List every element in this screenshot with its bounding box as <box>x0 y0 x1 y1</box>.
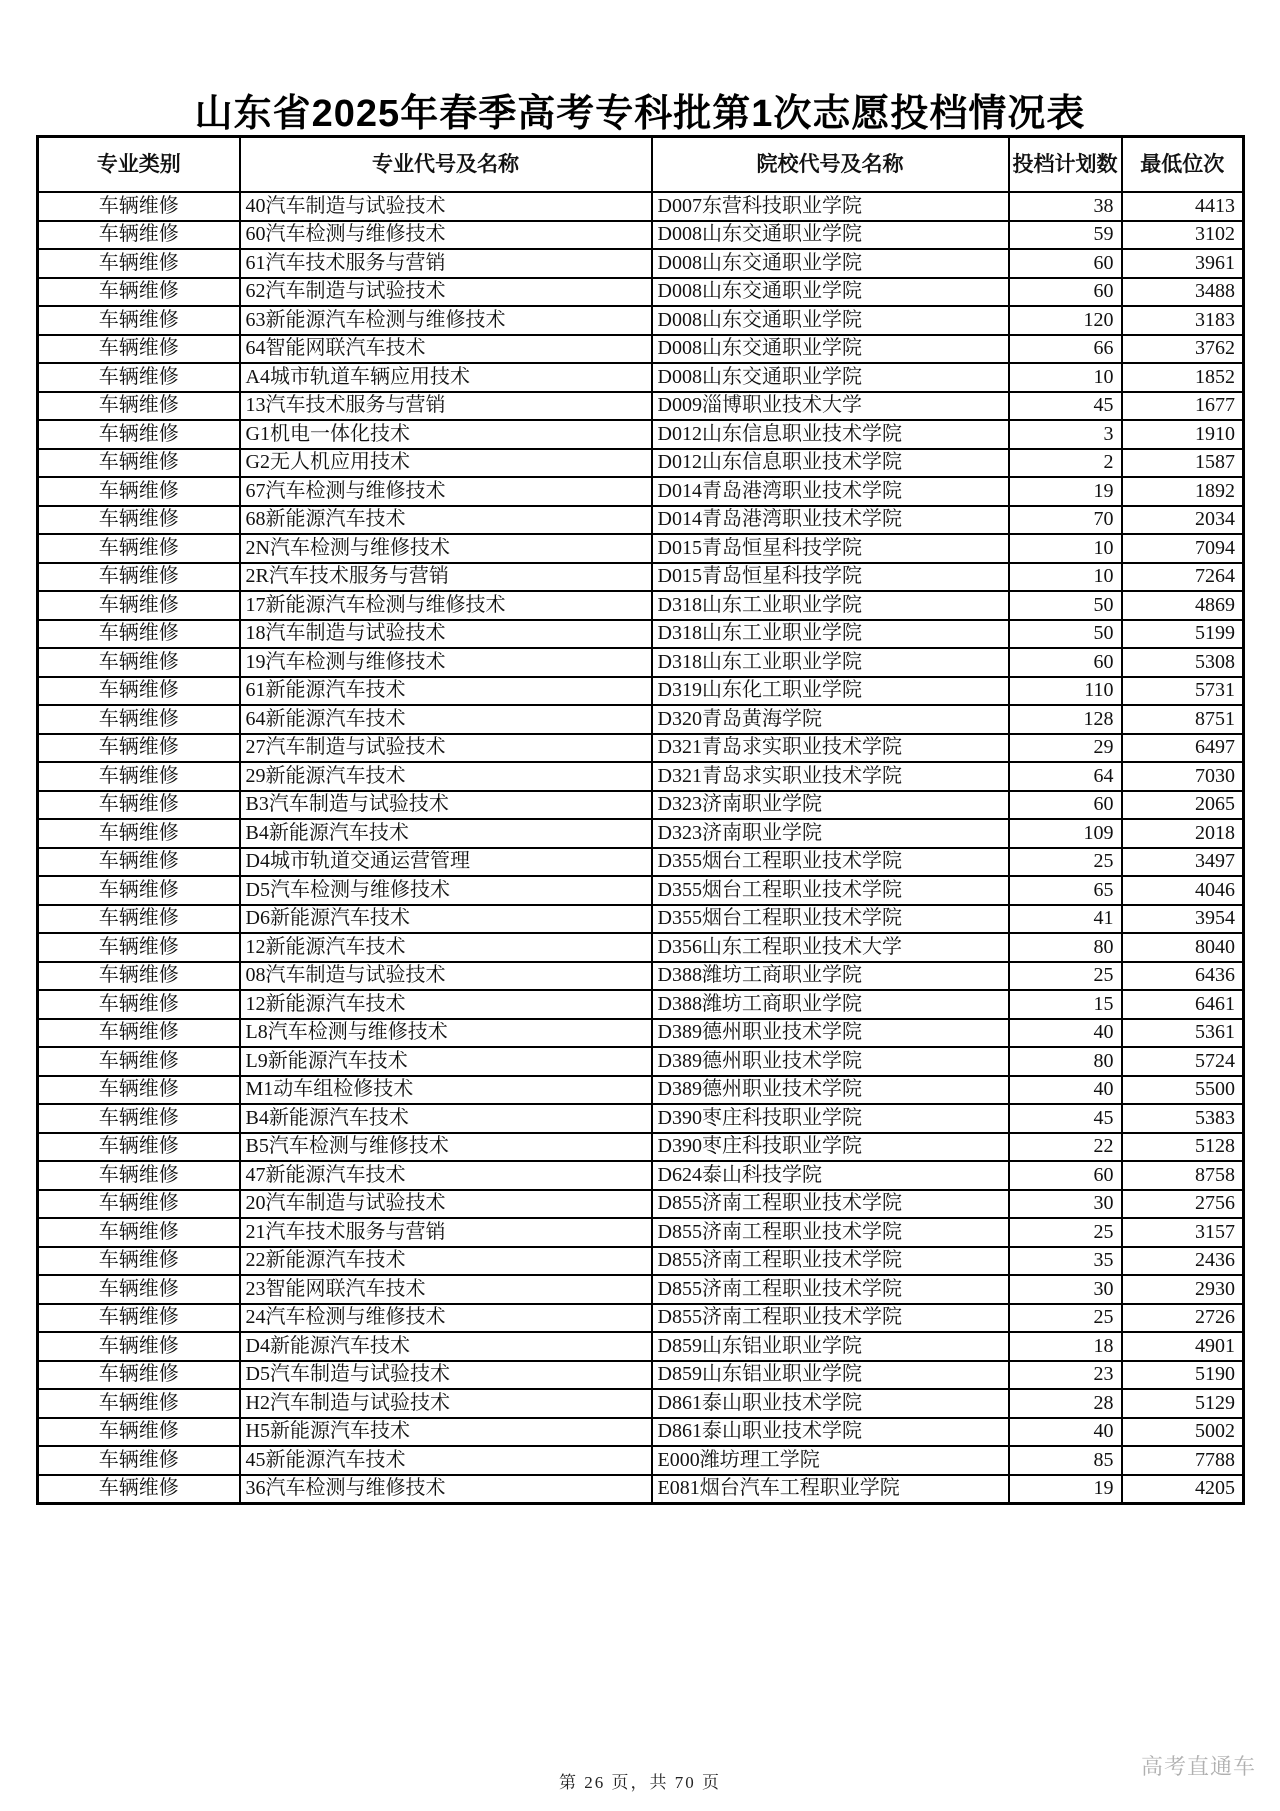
category-cell: 车辆维修 <box>38 1446 240 1475</box>
college-cell: D859山东铝业职业学院 <box>652 1361 1009 1390</box>
college-cell: D008山东交通职业学院 <box>652 278 1009 307</box>
plan-cell: 25 <box>1009 848 1122 877</box>
college-cell: D318山东工业职业学院 <box>652 648 1009 677</box>
plan-cell: 19 <box>1009 477 1122 506</box>
major-cell: D4城市轨道交通运营管理 <box>240 848 652 877</box>
major-cell: L9新能源汽车技术 <box>240 1047 652 1076</box>
rank-cell: 8751 <box>1122 705 1244 734</box>
rank-cell: 1910 <box>1122 420 1244 449</box>
major-cell: 47新能源汽车技术 <box>240 1161 652 1190</box>
table-row <box>38 1332 1244 1361</box>
college-cell: D012山东信息职业技术学院 <box>652 420 1009 449</box>
rank-cell: 2065 <box>1122 791 1244 820</box>
rank-cell: 4413 <box>1122 192 1244 221</box>
college-cell: D859山东铝业职业学院 <box>652 1332 1009 1361</box>
college-cell: D855济南工程职业技术学院 <box>652 1190 1009 1219</box>
college-cell: D855济南工程职业技术学院 <box>652 1247 1009 1276</box>
plan-cell: 30 <box>1009 1190 1122 1219</box>
college-cell: E000潍坊理工学院 <box>652 1446 1009 1475</box>
category-cell: 车辆维修 <box>38 1047 240 1076</box>
college-cell: D389德州职业技术学院 <box>652 1076 1009 1105</box>
table-row <box>38 648 1244 677</box>
plan-cell: 29 <box>1009 734 1122 763</box>
table-row <box>38 1418 1244 1447</box>
rank-cell: 5129 <box>1122 1389 1244 1418</box>
category-cell: 车辆维修 <box>38 905 240 934</box>
major-cell: 64新能源汽车技术 <box>240 705 652 734</box>
plan-cell: 85 <box>1009 1446 1122 1475</box>
category-cell: 车辆维修 <box>38 534 240 563</box>
major-cell: 19汽车检测与维修技术 <box>240 648 652 677</box>
table-row <box>38 192 1244 221</box>
major-cell: 22新能源汽车技术 <box>240 1247 652 1276</box>
table-row <box>38 1446 1244 1475</box>
major-cell: B4新能源汽车技术 <box>240 819 652 848</box>
rank-cell: 3961 <box>1122 249 1244 278</box>
rank-cell: 2034 <box>1122 506 1244 535</box>
plan-cell: 60 <box>1009 1161 1122 1190</box>
major-cell: 45新能源汽车技术 <box>240 1446 652 1475</box>
rank-cell: 3762 <box>1122 335 1244 364</box>
category-cell: 车辆维修 <box>38 933 240 962</box>
major-cell: 18汽车制造与试验技术 <box>240 620 652 649</box>
major-cell: 68新能源汽车技术 <box>240 506 652 535</box>
college-cell: D014青岛港湾职业技术学院 <box>652 477 1009 506</box>
rank-cell: 3157 <box>1122 1218 1244 1247</box>
table-row <box>38 620 1244 649</box>
table-row <box>38 905 1244 934</box>
rank-cell: 3102 <box>1122 221 1244 250</box>
rank-cell: 5199 <box>1122 620 1244 649</box>
table-row <box>38 1218 1244 1247</box>
plan-cell: 45 <box>1009 1104 1122 1133</box>
major-cell: L8汽车检测与维修技术 <box>240 1019 652 1048</box>
category-cell: 车辆维修 <box>38 1389 240 1418</box>
table-row <box>38 392 1244 421</box>
header-rank: 最低位次 <box>1122 137 1244 193</box>
college-cell: D008山东交通职业学院 <box>652 335 1009 364</box>
rank-cell: 5500 <box>1122 1076 1244 1105</box>
major-cell: M1动车组检修技术 <box>240 1076 652 1105</box>
rank-cell: 2726 <box>1122 1304 1244 1333</box>
plan-cell: 64 <box>1009 762 1122 791</box>
table-row <box>38 791 1244 820</box>
table-row <box>38 734 1244 763</box>
category-cell: 车辆维修 <box>38 762 240 791</box>
rank-cell: 5361 <box>1122 1019 1244 1048</box>
major-cell: B3汽车制造与试验技术 <box>240 791 652 820</box>
plan-cell: 38 <box>1009 192 1122 221</box>
table-row <box>38 1361 1244 1390</box>
plan-cell: 65 <box>1009 876 1122 905</box>
category-cell: 车辆维修 <box>38 1104 240 1133</box>
rank-cell: 1892 <box>1122 477 1244 506</box>
rank-cell: 2930 <box>1122 1275 1244 1304</box>
category-cell: 车辆维修 <box>38 477 240 506</box>
major-cell: 29新能源汽车技术 <box>240 762 652 791</box>
plan-cell: 41 <box>1009 905 1122 934</box>
plan-cell: 10 <box>1009 534 1122 563</box>
major-cell: 27汽车制造与试验技术 <box>240 734 652 763</box>
college-cell: D007东营科技职业学院 <box>652 192 1009 221</box>
table-body <box>38 192 1244 1504</box>
major-cell: 13汽车技术服务与营销 <box>240 392 652 421</box>
table-header <box>38 137 1244 193</box>
rank-cell: 4205 <box>1122 1475 1244 1504</box>
plan-cell: 60 <box>1009 278 1122 307</box>
category-cell: 车辆维修 <box>38 1247 240 1276</box>
major-cell: H2汽车制造与试验技术 <box>240 1389 652 1418</box>
plan-cell: 59 <box>1009 221 1122 250</box>
table-row <box>38 1076 1244 1105</box>
header-category: 专业类别 <box>38 137 240 193</box>
category-cell: 车辆维修 <box>38 563 240 592</box>
category-cell: 车辆维修 <box>38 221 240 250</box>
major-cell: 36汽车检测与维修技术 <box>240 1475 652 1504</box>
table-row <box>38 278 1244 307</box>
rank-cell: 5190 <box>1122 1361 1244 1390</box>
plan-cell: 30 <box>1009 1275 1122 1304</box>
plan-cell: 60 <box>1009 648 1122 677</box>
college-cell: D318山东工业职业学院 <box>652 591 1009 620</box>
rank-cell: 1852 <box>1122 363 1244 392</box>
major-cell: 17新能源汽车检测与维修技术 <box>240 591 652 620</box>
major-cell: 62汽车制造与试验技术 <box>240 278 652 307</box>
plan-cell: 128 <box>1009 705 1122 734</box>
college-cell: D855济南工程职业技术学院 <box>652 1218 1009 1247</box>
category-cell: 车辆维修 <box>38 819 240 848</box>
college-cell: D389德州职业技术学院 <box>652 1047 1009 1076</box>
table-row <box>38 1019 1244 1048</box>
table-row <box>38 1247 1244 1276</box>
major-cell: 60汽车检测与维修技术 <box>240 221 652 250</box>
plan-cell: 18 <box>1009 1332 1122 1361</box>
plan-cell: 10 <box>1009 563 1122 592</box>
table-row <box>38 1304 1244 1333</box>
major-cell: 2N汽车检测与维修技术 <box>240 534 652 563</box>
table-row <box>38 848 1244 877</box>
rank-cell: 7094 <box>1122 534 1244 563</box>
college-cell: D390枣庄科技职业学院 <box>652 1133 1009 1162</box>
plan-cell: 10 <box>1009 363 1122 392</box>
category-cell: 车辆维修 <box>38 1133 240 1162</box>
table-row <box>38 563 1244 592</box>
major-cell: B4新能源汽车技术 <box>240 1104 652 1133</box>
major-cell: D4新能源汽车技术 <box>240 1332 652 1361</box>
plan-cell: 80 <box>1009 1047 1122 1076</box>
college-cell: D356山东工程职业技术大学 <box>652 933 1009 962</box>
college-cell: D861泰山职业技术学院 <box>652 1418 1009 1447</box>
table-row <box>38 306 1244 335</box>
rank-cell: 2018 <box>1122 819 1244 848</box>
table-row <box>38 762 1244 791</box>
college-cell: D861泰山职业技术学院 <box>652 1389 1009 1418</box>
major-cell: 12新能源汽车技术 <box>240 990 652 1019</box>
admission-table <box>36 135 1245 1505</box>
category-cell: 车辆维修 <box>38 306 240 335</box>
plan-cell: 19 <box>1009 1475 1122 1504</box>
rank-cell: 1677 <box>1122 392 1244 421</box>
plan-cell: 120 <box>1009 306 1122 335</box>
college-cell: D855济南工程职业技术学院 <box>652 1275 1009 1304</box>
major-cell: A4城市轨道车辆应用技术 <box>240 363 652 392</box>
college-cell: D008山东交通职业学院 <box>652 306 1009 335</box>
category-cell: 车辆维修 <box>38 449 240 478</box>
rank-cell: 8040 <box>1122 933 1244 962</box>
college-cell: E081烟台汽车工程职业学院 <box>652 1475 1009 1504</box>
category-cell: 车辆维修 <box>38 677 240 706</box>
college-cell: D320青岛黄海学院 <box>652 705 1009 734</box>
table-row <box>38 1161 1244 1190</box>
category-cell: 车辆维修 <box>38 791 240 820</box>
plan-cell: 50 <box>1009 591 1122 620</box>
category-cell: 车辆维修 <box>38 648 240 677</box>
category-cell: 车辆维修 <box>38 1161 240 1190</box>
watermark-text: 高考直通车 <box>1140 1754 1256 1779</box>
rank-cell: 5731 <box>1122 677 1244 706</box>
category-cell: 车辆维修 <box>38 876 240 905</box>
category-cell: 车辆维修 <box>38 962 240 991</box>
table-row <box>38 477 1244 506</box>
category-cell: 车辆维修 <box>38 420 240 449</box>
plan-cell: 25 <box>1009 1304 1122 1333</box>
table-row <box>38 876 1244 905</box>
rank-cell: 6497 <box>1122 734 1244 763</box>
college-cell: D009淄博职业技术大学 <box>652 392 1009 421</box>
plan-cell: 2 <box>1009 449 1122 478</box>
major-cell: G1机电一体化技术 <box>240 420 652 449</box>
plan-cell: 70 <box>1009 506 1122 535</box>
category-cell: 车辆维修 <box>38 1076 240 1105</box>
table-row <box>38 221 1244 250</box>
major-cell: D5汽车检测与维修技术 <box>240 876 652 905</box>
rank-cell: 7788 <box>1122 1446 1244 1475</box>
major-cell: 67汽车检测与维修技术 <box>240 477 652 506</box>
college-cell: D389德州职业技术学院 <box>652 1019 1009 1048</box>
table-row <box>38 1104 1244 1133</box>
category-cell: 车辆维修 <box>38 591 240 620</box>
header-college: 院校代号及名称 <box>652 137 1009 193</box>
table-row <box>38 534 1244 563</box>
table-row <box>38 705 1244 734</box>
category-cell: 车辆维修 <box>38 1361 240 1390</box>
plan-cell: 3 <box>1009 420 1122 449</box>
college-cell: D388潍坊工商职业学院 <box>652 990 1009 1019</box>
rank-cell: 7264 <box>1122 563 1244 592</box>
category-cell: 车辆维修 <box>38 1218 240 1247</box>
category-cell: 车辆维修 <box>38 392 240 421</box>
rank-cell: 1587 <box>1122 449 1244 478</box>
major-cell: 40汽车制造与试验技术 <box>240 192 652 221</box>
category-cell: 车辆维修 <box>38 1304 240 1333</box>
plan-cell: 15 <box>1009 990 1122 1019</box>
table-row <box>38 1190 1244 1219</box>
table-row <box>38 1047 1244 1076</box>
major-cell: 23智能网联汽车技术 <box>240 1275 652 1304</box>
table-row <box>38 1475 1244 1504</box>
rank-cell: 6461 <box>1122 990 1244 1019</box>
page-title: 山东省2025年春季高考专科批第1次志愿投档情况表 <box>194 93 1086 135</box>
category-cell: 车辆维修 <box>38 620 240 649</box>
college-cell: D319山东化工职业学院 <box>652 677 1009 706</box>
plan-cell: 22 <box>1009 1133 1122 1162</box>
category-cell: 车辆维修 <box>38 1190 240 1219</box>
college-cell: D855济南工程职业技术学院 <box>652 1304 1009 1333</box>
category-cell: 车辆维修 <box>38 249 240 278</box>
college-cell: D323济南职业学院 <box>652 819 1009 848</box>
major-cell: 20汽车制造与试验技术 <box>240 1190 652 1219</box>
major-cell: D6新能源汽车技术 <box>240 905 652 934</box>
table-row <box>38 819 1244 848</box>
plan-cell: 60 <box>1009 791 1122 820</box>
major-cell: H5新能源汽车技术 <box>240 1418 652 1447</box>
college-cell: D318山东工业职业学院 <box>652 620 1009 649</box>
category-cell: 车辆维修 <box>38 1418 240 1447</box>
college-cell: D355烟台工程职业技术学院 <box>652 876 1009 905</box>
plan-cell: 25 <box>1009 962 1122 991</box>
major-cell: D5汽车制造与试验技术 <box>240 1361 652 1390</box>
rank-cell: 3497 <box>1122 848 1244 877</box>
plan-cell: 80 <box>1009 933 1122 962</box>
plan-cell: 25 <box>1009 1218 1122 1247</box>
category-cell: 车辆维修 <box>38 1275 240 1304</box>
plan-cell: 40 <box>1009 1418 1122 1447</box>
major-cell: G2无人机应用技术 <box>240 449 652 478</box>
rank-cell: 5002 <box>1122 1418 1244 1447</box>
major-cell: 2R汽车技术服务与营销 <box>240 563 652 592</box>
rank-cell: 4046 <box>1122 876 1244 905</box>
rank-cell: 8758 <box>1122 1161 1244 1190</box>
plan-cell: 66 <box>1009 335 1122 364</box>
college-cell: D323济南职业学院 <box>652 791 1009 820</box>
major-cell: B5汽车检测与维修技术 <box>240 1133 652 1162</box>
plan-cell: 23 <box>1009 1361 1122 1390</box>
rank-cell: 5383 <box>1122 1104 1244 1133</box>
plan-cell: 45 <box>1009 392 1122 421</box>
rank-cell: 2756 <box>1122 1190 1244 1219</box>
table-row <box>38 677 1244 706</box>
category-cell: 车辆维修 <box>38 506 240 535</box>
college-cell: D008山东交通职业学院 <box>652 363 1009 392</box>
major-cell: 63新能源汽车检测与维修技术 <box>240 306 652 335</box>
major-cell: 24汽车检测与维修技术 <box>240 1304 652 1333</box>
header-major: 专业代号及名称 <box>240 137 652 193</box>
college-cell: D015青岛恒星科技学院 <box>652 534 1009 563</box>
table-row <box>38 990 1244 1019</box>
category-cell: 车辆维修 <box>38 848 240 877</box>
college-cell: D390枣庄科技职业学院 <box>652 1104 1009 1133</box>
table-row <box>38 506 1244 535</box>
college-cell: D355烟台工程职业技术学院 <box>652 905 1009 934</box>
rank-cell: 7030 <box>1122 762 1244 791</box>
rank-cell: 5128 <box>1122 1133 1244 1162</box>
header-row <box>38 137 1244 193</box>
college-cell: D012山东信息职业技术学院 <box>652 449 1009 478</box>
college-cell: D624泰山科技学院 <box>652 1161 1009 1190</box>
plan-cell: 35 <box>1009 1247 1122 1276</box>
major-cell: 64智能网联汽车技术 <box>240 335 652 364</box>
college-cell: D388潍坊工商职业学院 <box>652 962 1009 991</box>
plan-cell: 28 <box>1009 1389 1122 1418</box>
rank-cell: 3183 <box>1122 306 1244 335</box>
rank-cell: 6436 <box>1122 962 1244 991</box>
college-cell: D321青岛求实职业技术学院 <box>652 762 1009 791</box>
table-row <box>38 1275 1244 1304</box>
college-cell: D321青岛求实职业技术学院 <box>652 734 1009 763</box>
category-cell: 车辆维修 <box>38 1019 240 1048</box>
rank-cell: 2436 <box>1122 1247 1244 1276</box>
rank-cell: 3488 <box>1122 278 1244 307</box>
plan-cell: 60 <box>1009 249 1122 278</box>
major-cell: 61新能源汽车技术 <box>240 677 652 706</box>
plan-cell: 40 <box>1009 1019 1122 1048</box>
category-cell: 车辆维修 <box>38 192 240 221</box>
table-row <box>38 1389 1244 1418</box>
rank-cell: 4901 <box>1122 1332 1244 1361</box>
table-row <box>38 591 1244 620</box>
table-row <box>38 420 1244 449</box>
category-cell: 车辆维修 <box>38 1332 240 1361</box>
plan-cell: 110 <box>1009 677 1122 706</box>
table-row <box>38 449 1244 478</box>
college-cell: D008山东交通职业学院 <box>652 221 1009 250</box>
plan-cell: 40 <box>1009 1076 1122 1105</box>
table-row <box>38 363 1244 392</box>
college-cell: D015青岛恒星科技学院 <box>652 563 1009 592</box>
table-row <box>38 933 1244 962</box>
rank-cell: 5724 <box>1122 1047 1244 1076</box>
category-cell: 车辆维修 <box>38 363 240 392</box>
major-cell: 08汽车制造与试验技术 <box>240 962 652 991</box>
page-number-info: 第 26 页，共 70 页 <box>559 1773 721 1792</box>
category-cell: 车辆维修 <box>38 990 240 1019</box>
rank-cell: 5308 <box>1122 648 1244 677</box>
category-cell: 车辆维修 <box>38 278 240 307</box>
header-plan: 投档计划数 <box>1009 137 1122 193</box>
plan-cell: 50 <box>1009 620 1122 649</box>
table-row <box>38 962 1244 991</box>
category-cell: 车辆维修 <box>38 734 240 763</box>
college-cell: D014青岛港湾职业技术学院 <box>652 506 1009 535</box>
table-row <box>38 249 1244 278</box>
table-row <box>38 335 1244 364</box>
college-cell: D008山东交通职业学院 <box>652 249 1009 278</box>
rank-cell: 3954 <box>1122 905 1244 934</box>
major-cell: 21汽车技术服务与营销 <box>240 1218 652 1247</box>
rank-cell: 4869 <box>1122 591 1244 620</box>
category-cell: 车辆维修 <box>38 1475 240 1504</box>
table-row <box>38 1133 1244 1162</box>
college-cell: D355烟台工程职业技术学院 <box>652 848 1009 877</box>
category-cell: 车辆维修 <box>38 705 240 734</box>
category-cell: 车辆维修 <box>38 335 240 364</box>
plan-cell: 109 <box>1009 819 1122 848</box>
major-cell: 61汽车技术服务与营销 <box>240 249 652 278</box>
major-cell: 12新能源汽车技术 <box>240 933 652 962</box>
